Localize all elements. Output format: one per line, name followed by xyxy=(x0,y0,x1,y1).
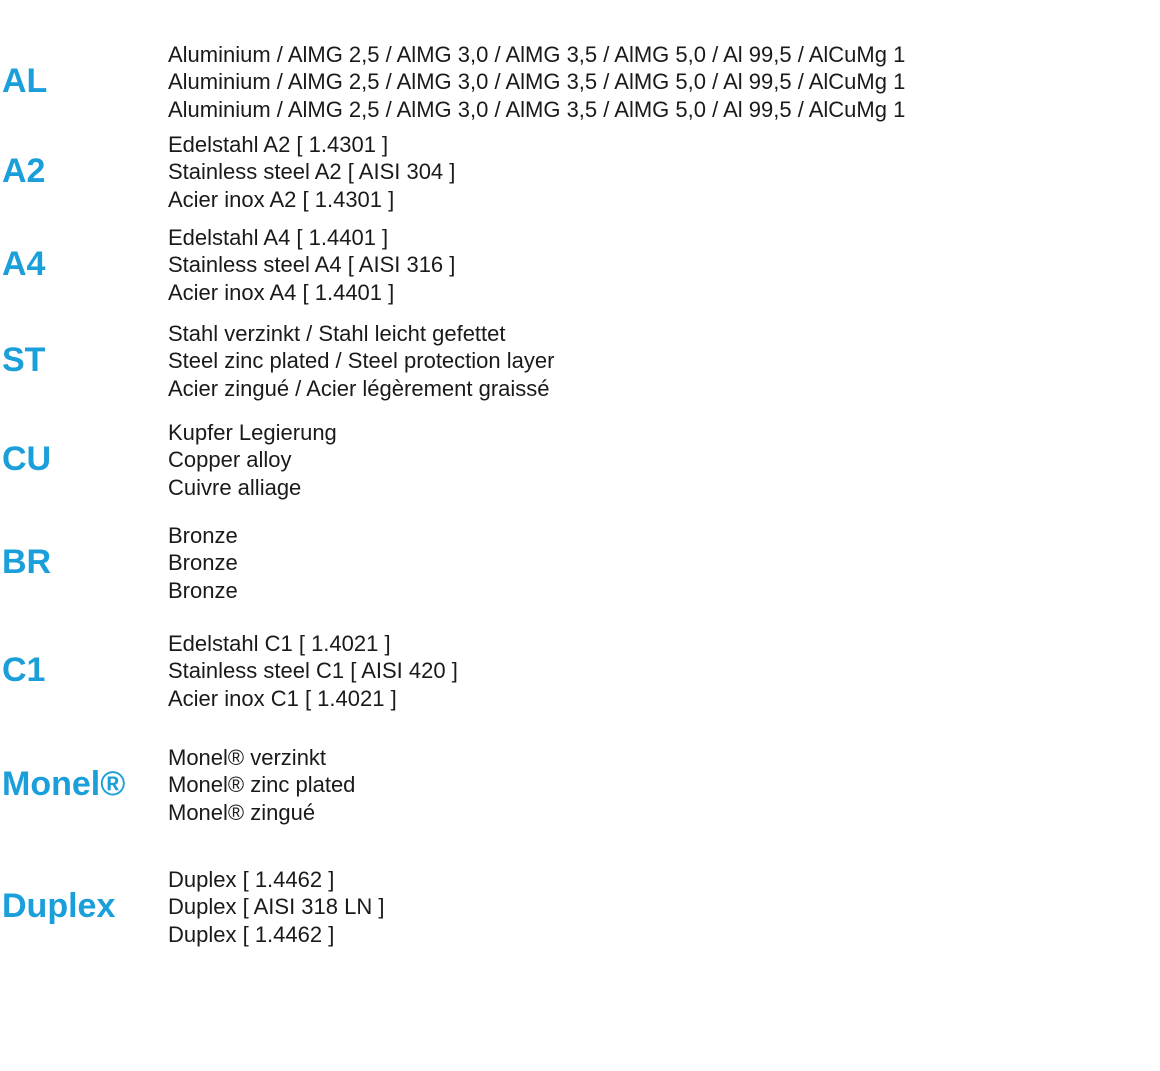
material-code-cell xyxy=(0,889,168,925)
material-description-cell xyxy=(168,630,1160,713)
material-description-line: Bronze xyxy=(168,522,238,548)
material-description-cell xyxy=(168,320,1160,403)
material-code: AL xyxy=(2,62,48,101)
material-code-cell xyxy=(0,442,168,478)
material-description-line: Monel® zinc plated xyxy=(168,772,356,798)
material-row xyxy=(0,726,1160,844)
material-code-cell xyxy=(0,247,168,283)
material-code: Duplex xyxy=(2,887,116,926)
material-row xyxy=(0,410,1160,510)
material-description-line: Steel zinc plated / Steel protection layer xyxy=(168,348,555,374)
material-list xyxy=(0,38,1160,970)
material-description-line: Acier zingué / Acier légèrement graissé xyxy=(168,375,550,401)
material-row xyxy=(0,218,1160,312)
material-description-line: Kupfer Legierung xyxy=(168,419,337,445)
material-code: BR xyxy=(2,543,52,582)
material-description-line: Monel® zingué xyxy=(168,799,316,825)
material-description-line: Monel® verzinkt xyxy=(168,744,327,770)
material-description-cell xyxy=(168,41,1160,124)
material-code-cell xyxy=(0,154,168,190)
material-row xyxy=(0,510,1160,616)
material-description-line: Aluminium / AlMG 2,5 / AlMG 3,0 / AlMG 3,5 / AlMG 5,0 / Al 99,5 / AlCuMg 1 xyxy=(168,96,906,122)
material-code: ST xyxy=(2,341,46,380)
material-code-cell xyxy=(0,545,168,581)
material-description-line: Duplex [ 1.4462 ] xyxy=(168,866,335,892)
material-code: A2 xyxy=(2,152,46,191)
material-row xyxy=(0,38,1160,126)
material-description-cell xyxy=(168,224,1160,307)
material-code: A4 xyxy=(2,245,46,284)
material-code-cell xyxy=(0,653,168,689)
material-code-cell xyxy=(0,64,168,100)
material-code-cell xyxy=(0,767,168,803)
material-description-line: Aluminium / AlMG 2,5 / AlMG 3,0 / AlMG 3,5 / AlMG 5,0 / Al 99,5 / AlCuMg 1 xyxy=(168,41,906,67)
material-description-line: Acier inox A4 [ 1.4401 ] xyxy=(168,279,395,305)
material-description-line: Stainless steel A2 [ AISI 304 ] xyxy=(168,159,456,185)
material-code: C1 xyxy=(2,651,46,690)
material-description-line: Stahl verzinkt / Stahl leicht gefettet xyxy=(168,320,506,346)
material-description-cell xyxy=(168,419,1160,502)
material-description-line: Bronze xyxy=(168,550,238,576)
material-code: CU xyxy=(2,440,52,479)
material-description-line: Acier inox A2 [ 1.4301 ] xyxy=(168,186,395,212)
material-description-line: Stainless steel A4 [ AISI 316 ] xyxy=(168,252,456,278)
material-description-cell xyxy=(168,522,1160,605)
material-description-line: Edelstahl A2 [ 1.4301 ] xyxy=(168,131,389,157)
material-description-line: Stainless steel C1 [ AISI 420 ] xyxy=(168,658,458,684)
material-description-line: Duplex [ 1.4462 ] xyxy=(168,921,335,947)
material-description-line: Acier inox C1 [ 1.4021 ] xyxy=(168,685,397,711)
material-row xyxy=(0,616,1160,726)
material-code-cell xyxy=(0,343,168,379)
material-description-line: Edelstahl C1 [ 1.4021 ] xyxy=(168,630,391,656)
material-code: Monel® xyxy=(2,765,126,804)
material-description-line: Bronze xyxy=(168,577,238,603)
material-description-line: Cuivre alliage xyxy=(168,474,302,500)
material-description-line: Edelstahl A4 [ 1.4401 ] xyxy=(168,224,389,250)
material-description-cell xyxy=(168,744,1160,827)
material-description-line: Aluminium / AlMG 2,5 / AlMG 3,0 / AlMG 3,5 / AlMG 5,0 / Al 99,5 / AlCuMg 1 xyxy=(168,69,906,95)
material-row xyxy=(0,844,1160,970)
material-description-cell xyxy=(168,866,1160,949)
material-description-cell xyxy=(168,131,1160,214)
material-description-line: Copper alloy xyxy=(168,447,292,473)
material-description-line: Duplex [ AISI 318 LN ] xyxy=(168,894,385,920)
material-row xyxy=(0,312,1160,410)
material-row xyxy=(0,126,1160,218)
